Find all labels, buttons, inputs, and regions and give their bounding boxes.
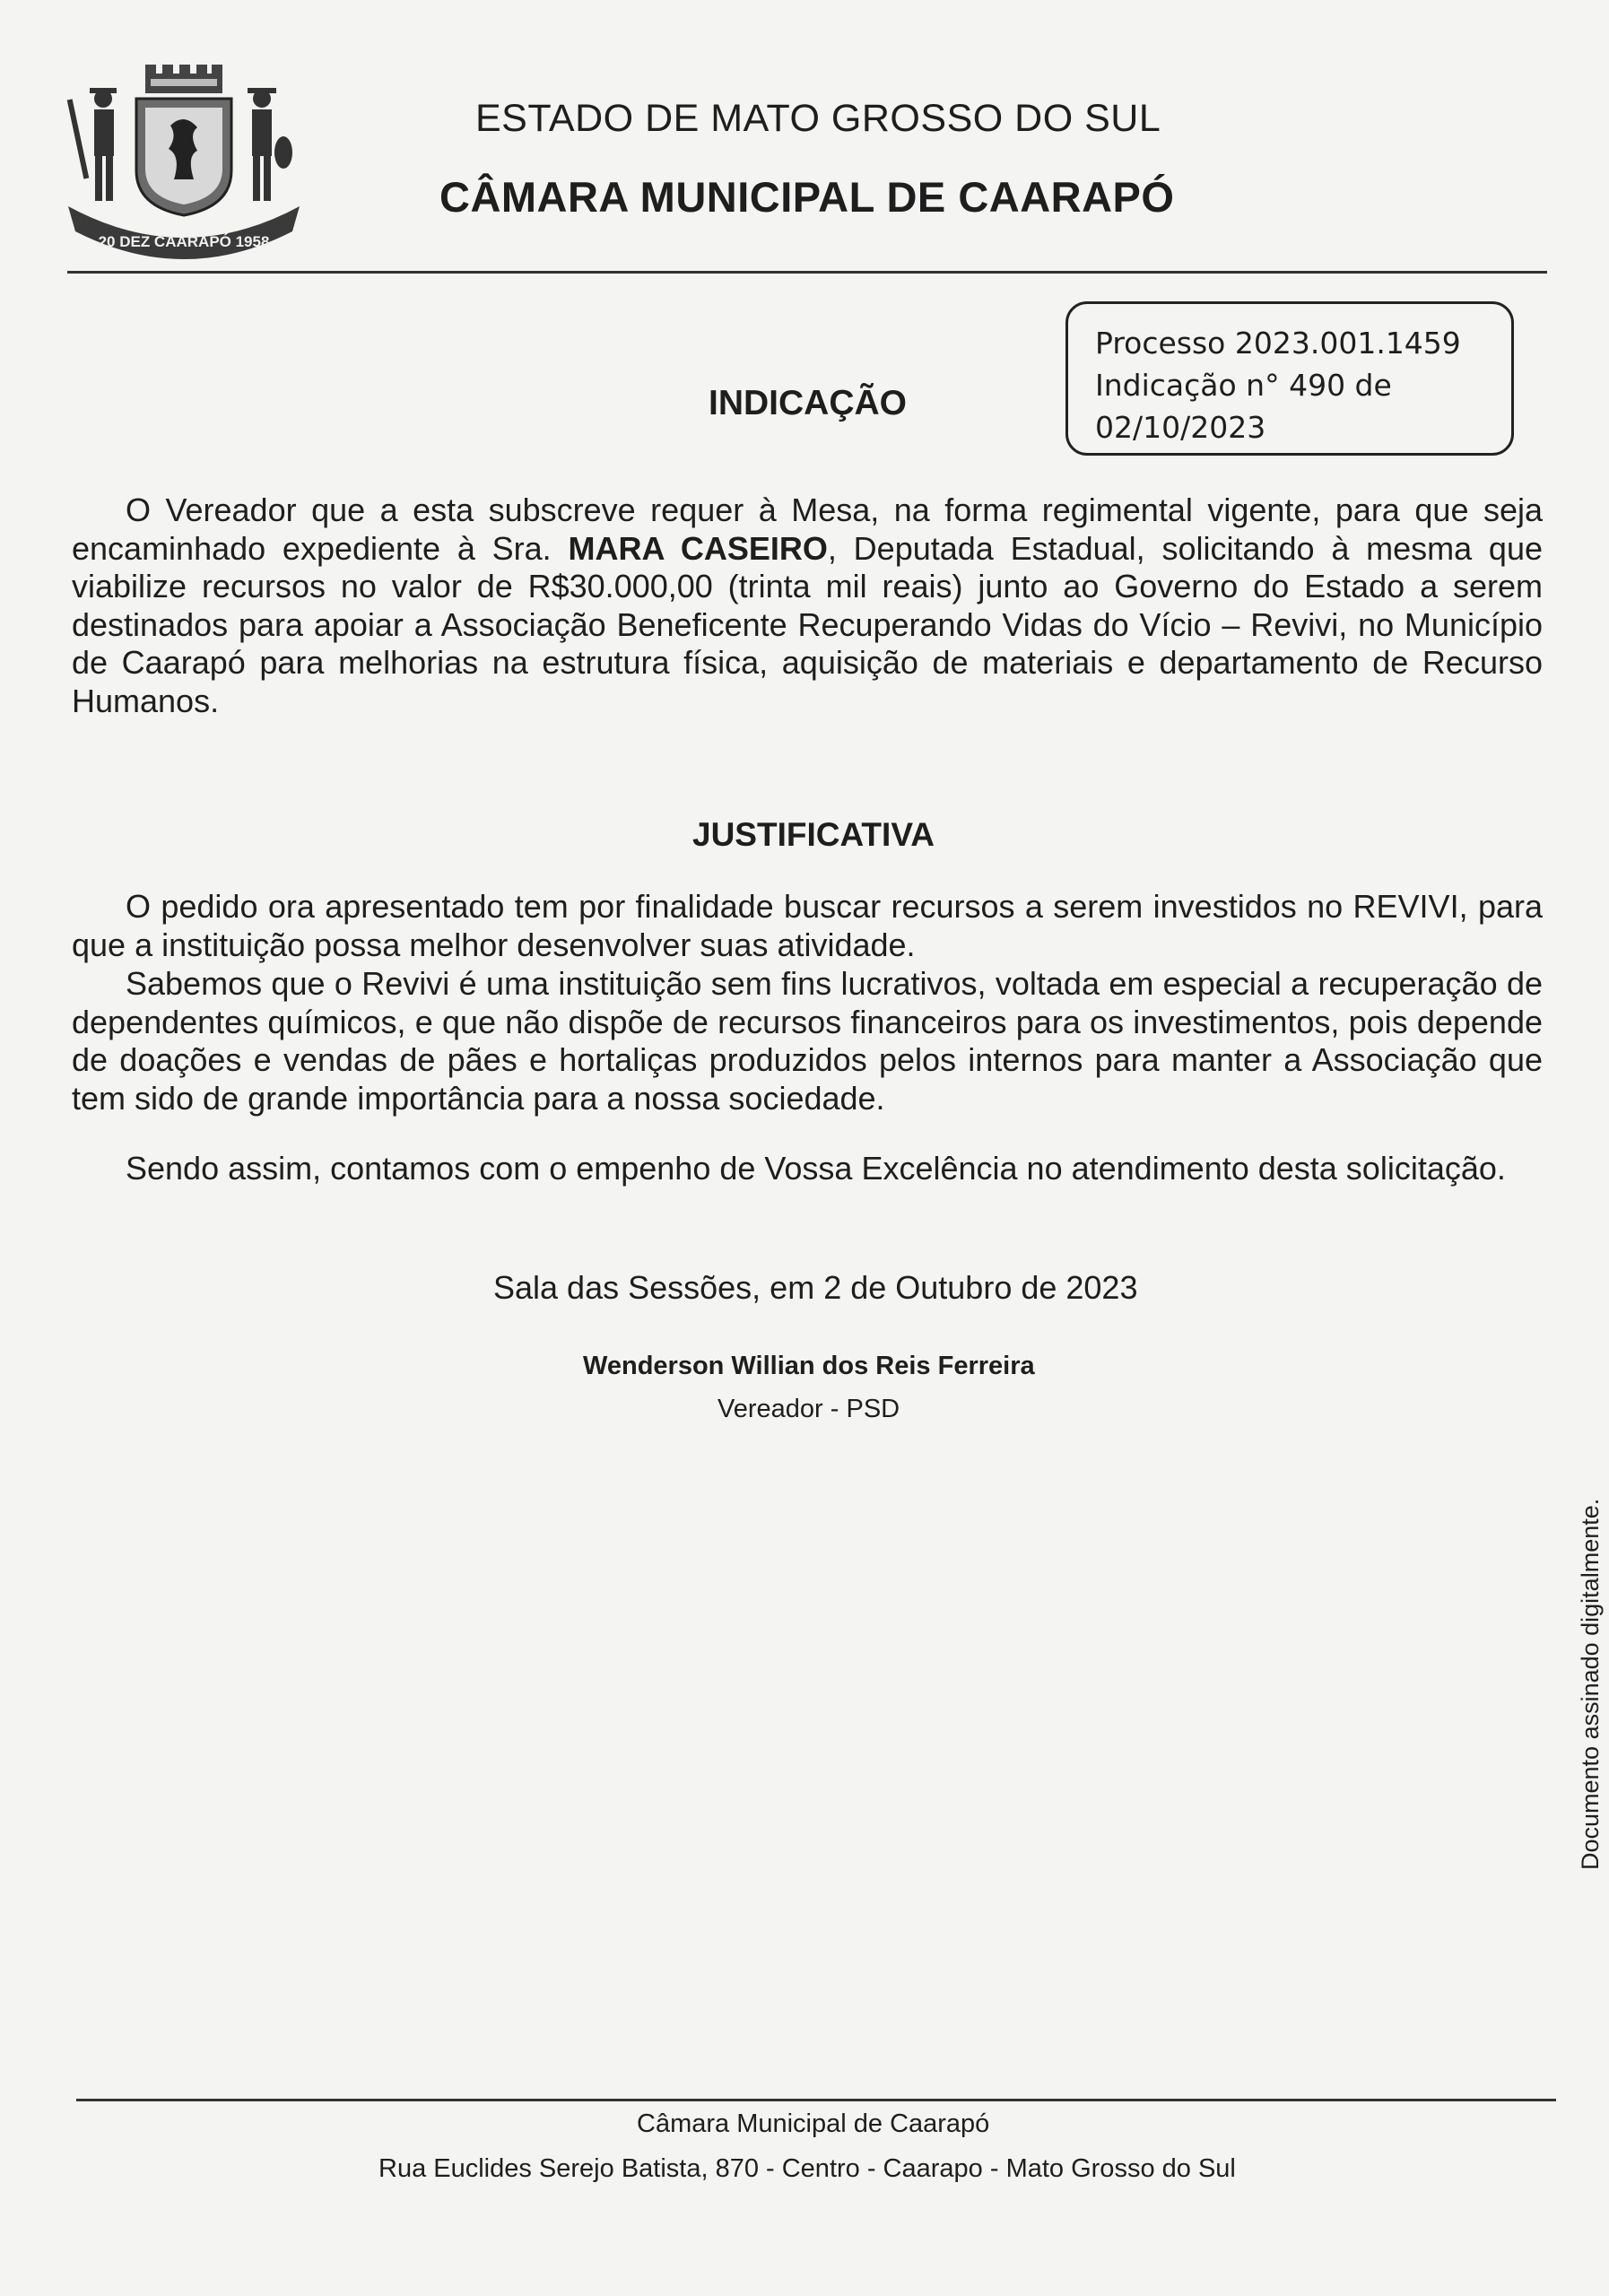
indication-body-start: O Vereador que a esta subscreve requer à Mesa, na forma regimental vigente, para que seja encaminhado expediente à Sra. (72, 491, 1543, 567)
justification-paragraph-1: O pedido ora apresentado tem por finalidade buscar recursos a serem investidos no REVIVI, para que a instituição possa melhor desenvolver suas atividade. (72, 888, 1543, 963)
indication-date: 02/10/2023 (1095, 410, 1266, 445)
justification-paragraph-3: Sendo assim, contamos com o empenho de Vossa Excelência no atendimento desta solicitação. (126, 1150, 1506, 1187)
indication-body-end: , Deputada Estadual, solicitando à mesma que viabilize recursos no valor de R$30.000,00 (trinta mil reais) junto ao Governo do Estado a serem destinados para apoiar a Associação Beneficente Recuperando Vidas do Vício – Revivi, no Município de Caarapó para melhorias na estrutura física, aquisição de materiais e departamento de Recurso Humanos. (72, 529, 1543, 719)
municipal-crest-logo (63, 63, 305, 260)
justification-paragraph-2: Sabemos que o Revivi é uma instituição sem fins lucrativos, voltada em especial a recuperação de dependentes químicos, e que não dispõe de recursos financeiros para os investimentos, pois depende de doações e vendas de pães e hortaliças produzidos pelos internos para manter a Associação que tem sido de grande importância para a nossa sociedade. (72, 965, 1543, 1117)
process-number: Processo 2023.001.1459 (1095, 326, 1461, 361)
footer-address: Rua Euclides Serejo Batista, 870 - Centro - Caarapo - Mato Grosso do Sul (378, 2154, 1236, 2183)
state-name: ESTADO DE MATO GROSSO DO SUL (475, 97, 1161, 140)
footer-divider (76, 2099, 1556, 2101)
process-number-box (1065, 301, 1514, 456)
signer-name: Wenderson Willian dos Reis Ferreira (583, 1352, 1035, 1380)
signer-role: Vereador - PSD (718, 1395, 900, 1423)
session-place-date: Sala das Sessões, em 2 de Outubro de 2023 (493, 1269, 1138, 1306)
crest-ribbon-text: 20 DEZ CAARAPÓ 1958 (98, 233, 270, 250)
indication-number: Indicação n° 490 de (1095, 368, 1392, 403)
chamber-name: CÂMARA MUNICIPAL DE CAARAPÓ (439, 173, 1175, 221)
indication-title: INDICAÇÃO (709, 384, 907, 422)
justification-title: JUSTIFICATIVA (692, 816, 935, 853)
indication-body (72, 491, 1543, 720)
digital-signature-note: Documento assinado digitalmente. (1577, 1498, 1604, 1870)
header-divider (67, 271, 1547, 274)
footer-chamber-name: Câmara Municipal de Caarapó (637, 2109, 990, 2138)
deputy-name: MARA CASEIRO (568, 529, 828, 567)
